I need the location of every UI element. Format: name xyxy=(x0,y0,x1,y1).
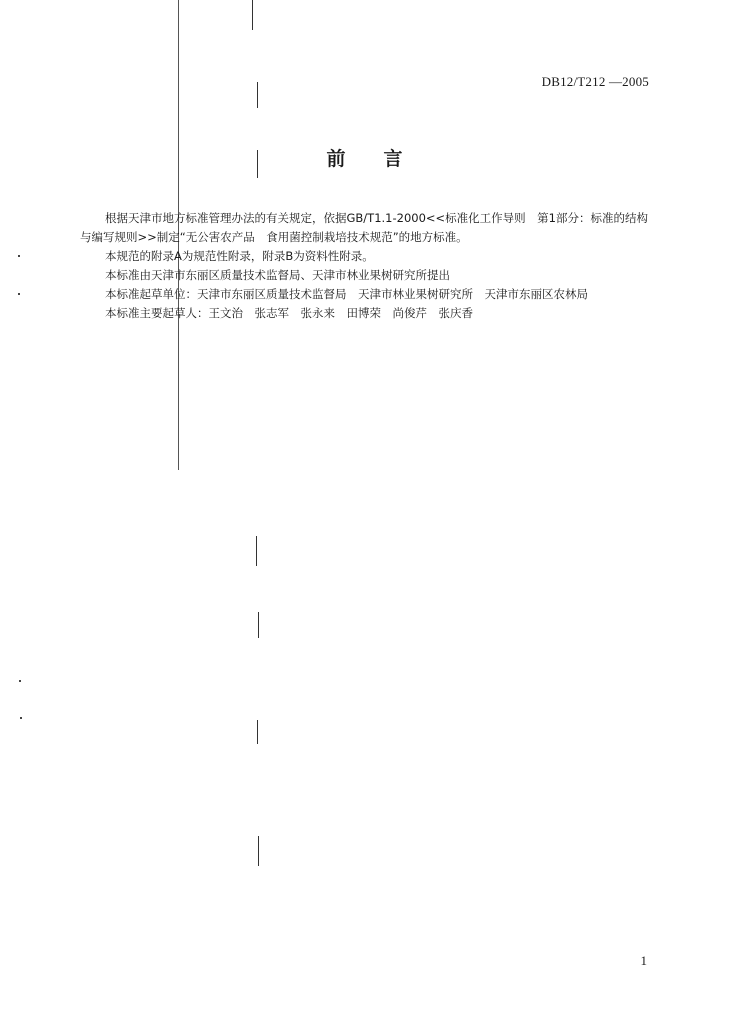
foreword-body xyxy=(80,209,652,323)
scan-speck xyxy=(19,680,21,682)
scan-line xyxy=(258,612,259,638)
title-char-1: 前 xyxy=(326,148,346,170)
scan-line xyxy=(252,0,253,30)
title-char-2: 言 xyxy=(383,148,403,170)
scan-line xyxy=(256,536,257,566)
page-number: 1 xyxy=(640,953,647,968)
paragraph-drafters: 本标准主要起草人：王文治 张志军 张永来 田博荣 尚俊芹 张庆香 xyxy=(105,306,473,320)
scan-line xyxy=(257,720,258,744)
paragraph-proposer: 本标准由天津市东丽区质量技术监督局、天津市林业果树研究所提出 xyxy=(105,268,450,282)
scan-speck xyxy=(18,255,20,257)
scan-line xyxy=(258,836,259,866)
document-code: DB12/T212 —2005 xyxy=(541,74,649,89)
scan-speck xyxy=(20,717,22,719)
paragraph-drafting-units: 本标准起草单位：天津市东丽区质量技术监督局 天津市林业果树研究所 天津市东丽区农林局 xyxy=(105,287,588,301)
scan-speck xyxy=(18,293,20,295)
paragraph-basis: 根据天津市地方标准管理办法的有关规定，依据GB/T1.1-2000<<标准化工作导则 第1部分：标准的结构与编写规则>>制定“无公害农产品 食用菌控制栽培技术规范”的地方标准。 xyxy=(80,211,648,244)
scan-line xyxy=(257,82,258,108)
page-title xyxy=(0,144,729,171)
paragraph-appendix: 本规范的附录A为规范性附录，附录B为资料性附录。 xyxy=(105,249,374,263)
